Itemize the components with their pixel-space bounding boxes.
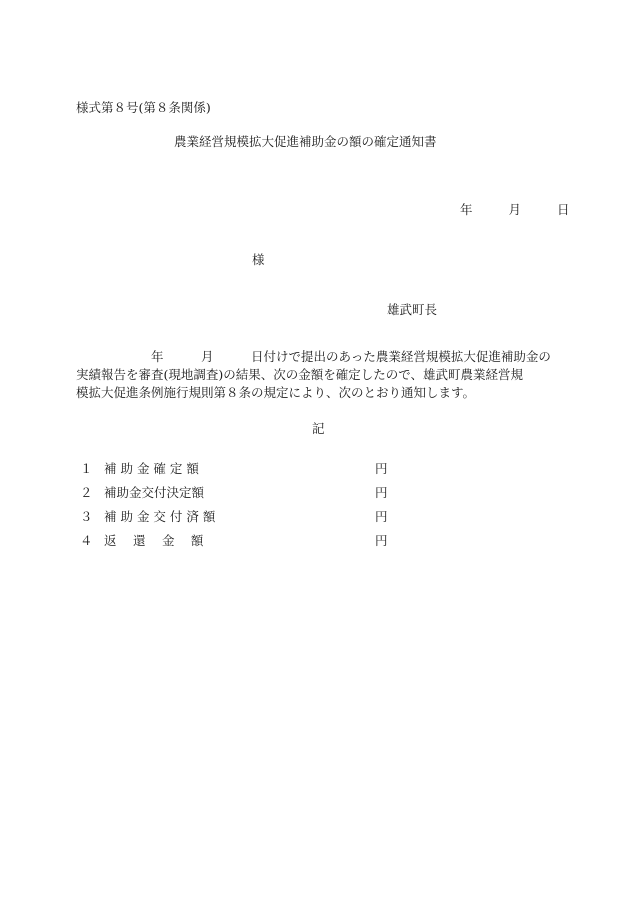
item-number: １ bbox=[80, 461, 93, 476]
ki-heading: 記 bbox=[312, 421, 325, 436]
item-unit: 円 bbox=[375, 461, 388, 476]
item-unit: 円 bbox=[375, 533, 388, 548]
form-number: 様式第８号(第８条関係) bbox=[76, 100, 211, 115]
item-number: ４ bbox=[80, 533, 93, 548]
amount-item-decided bbox=[80, 483, 400, 507]
body-line-3: 模拡大促進条例施行規則第８条の規定により、次のとおり通知します。 bbox=[76, 385, 476, 400]
item-unit: 円 bbox=[375, 485, 388, 500]
addressee-honorific: 様 bbox=[252, 252, 265, 267]
item-label: 補助金交付決定額 bbox=[104, 485, 205, 500]
date-month-label: 月 bbox=[508, 202, 521, 217]
body-line-2: 実績報告を審査(現地調査)の結果、次の金額を確定したので、雄武町農業経営規 bbox=[76, 367, 524, 382]
issuer-name: 雄武町長 bbox=[387, 302, 438, 317]
item-label: 補 助 金 確 定 額 bbox=[104, 461, 199, 476]
item-number: ３ bbox=[80, 509, 93, 524]
item-label: 返 還 金 額 bbox=[104, 533, 204, 548]
item-unit: 円 bbox=[375, 509, 388, 524]
document-title: 農業経営規模拡大促進補助金の額の確定通知書 bbox=[174, 134, 437, 149]
amount-item-refund bbox=[80, 531, 400, 555]
date-year-label: 年 bbox=[460, 202, 473, 217]
amount-item-paid bbox=[80, 507, 400, 531]
notice-body bbox=[76, 348, 556, 402]
body-line-1: 年 月 日付けで提出のあった農業経営規模拡大促進補助金の bbox=[76, 349, 551, 364]
amount-item-confirmed bbox=[80, 459, 400, 483]
date-day-label: 日 bbox=[556, 202, 570, 217]
item-label: 補 助 金 交 付 済 額 bbox=[104, 509, 216, 524]
amount-list bbox=[80, 459, 400, 555]
date-line bbox=[460, 200, 569, 218]
item-number: ２ bbox=[80, 485, 93, 500]
